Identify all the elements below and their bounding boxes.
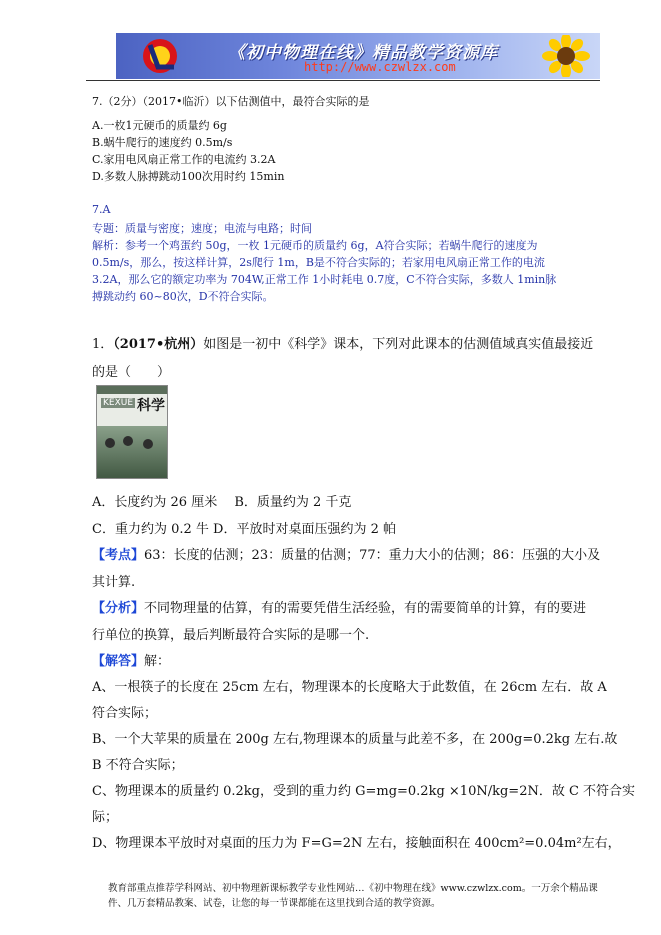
q1-kaodian-cont: 其计算.: [92, 575, 136, 590]
q1-solution-line: B、一个大苹果的质量在 200g 左右,物理课本的质量与此差不多，在 200g=0.2kg 左右.故: [92, 732, 618, 747]
q7-answer: 7.A: [92, 203, 111, 216]
q1-source: （2017•杭州）: [113, 337, 204, 352]
sunflower-icon: [536, 35, 596, 77]
q1-solution-line: D、物理课本平放时对桌面的压力为 F=G=2N 左右，接触面积在 400cm²=0.04m²左右，: [92, 836, 621, 851]
q1-solution-line: 际；: [92, 810, 119, 825]
site-logo-icon: [124, 37, 196, 75]
q1-stem: [92, 333, 593, 352]
q7-topic: 专题：质量与密度；速度；电流与电路；时间: [92, 222, 312, 235]
q1-options-cd: C．重力约为 0.2 牛 D．平放时对桌面压强约为 2 帕: [92, 522, 396, 537]
header-banner: [116, 33, 600, 79]
q7-analysis-line: 3.2A，那么它的额定功率为 704W,正常工作 1小时耗电 0.7度，C不符合实际，多数人 1min脉: [92, 273, 557, 286]
q7-analysis-line: 解析：参考一个鸡蛋约 50g，一枚 1元硬币的质量约 6g，A符合实际；若蜗牛爬行的速度为: [92, 239, 538, 252]
banner-title: 《初中物理在线》精品教学资源库: [228, 43, 498, 63]
q7-option-c: C.家用电风扇正常工作的电流约 3.2A: [92, 153, 276, 166]
banner-url[interactable]: http://www.czwlzx.com: [304, 60, 456, 74]
q7-option-b: B.蜗牛爬行的速度约 0.5m/s: [92, 136, 233, 149]
q1-kaodian: 【考点】63：长度的估测；23：质量的估测；77：重力大小的估测；86：压强的大小及: [92, 548, 601, 563]
q7-stem: 7.（2分）（2017•临沂）以下估测值中，最符合实际的是: [92, 95, 370, 108]
kaodian-tag: 【考点】: [92, 548, 145, 563]
jieda-tag: 【解答】: [92, 654, 145, 669]
footer-line: 教育部重点推荐学科网站、初中物理新课标教学专业性网站…《初中物理在线》www.czwlzx.com。一万余个精品课: [108, 883, 598, 894]
q7-option-d: D.多数人脉搏跳动100次用时约 15min: [92, 170, 285, 183]
q1-solution-line: B 不符合实际；: [92, 758, 184, 773]
q7-analysis-line: 0.5m/s，那么，按这样计算，2s爬行 1m，B是不符合实际的；若家用电风扇正常工作的电流: [92, 256, 545, 269]
q7-option-a: A.一枚1元硬币的质量约 6g: [92, 119, 227, 132]
q1-options-ab: A．长度约为 26 厘米 B．质量约为 2 千克: [92, 495, 352, 510]
fenxi-tag: 【分析】: [92, 601, 145, 616]
header-divider: [86, 80, 600, 81]
q7-analysis-line: 搏跳动约 60~80次，D不符合实际。: [92, 290, 274, 303]
q1-solution-line: A、一根筷子的长度在 25cm 左右，物理课本的长度略大于此数值，在 26cm 左右．故 A: [92, 680, 607, 695]
q1-jieda: 【解答】解：: [92, 654, 171, 669]
book-title: 科学: [137, 398, 165, 414]
q1-fenxi-cont: 行单位的换算，最后判断最符合实际的是哪一个.: [92, 628, 370, 643]
q1-fenxi: 【分析】不同物理量的估算，有的需要凭借生活经验，有的需要简单的计算，有的要进: [92, 601, 587, 616]
q1-solution-line: 符合实际；: [92, 706, 158, 721]
q1-stem-cont: 的是（ ）: [92, 365, 171, 380]
footer-line: 件、几万套精品教案、试卷，让您的每一节课都能在这里找到合适的教学资源。: [108, 898, 441, 909]
q1-number: 1．: [92, 337, 114, 352]
q1-stem-text: 如图是一初中《科学》课本，下列对此课本的估测值域真实值最接近: [203, 337, 594, 352]
textbook-image: KEXUE 科学: [96, 385, 168, 479]
q1-solution-line: C、物理课本的质量约 0.2kg，受到的重力约 G=mg=0.2kg ×10N/kg=2N．故 C 不符合实: [92, 784, 636, 799]
